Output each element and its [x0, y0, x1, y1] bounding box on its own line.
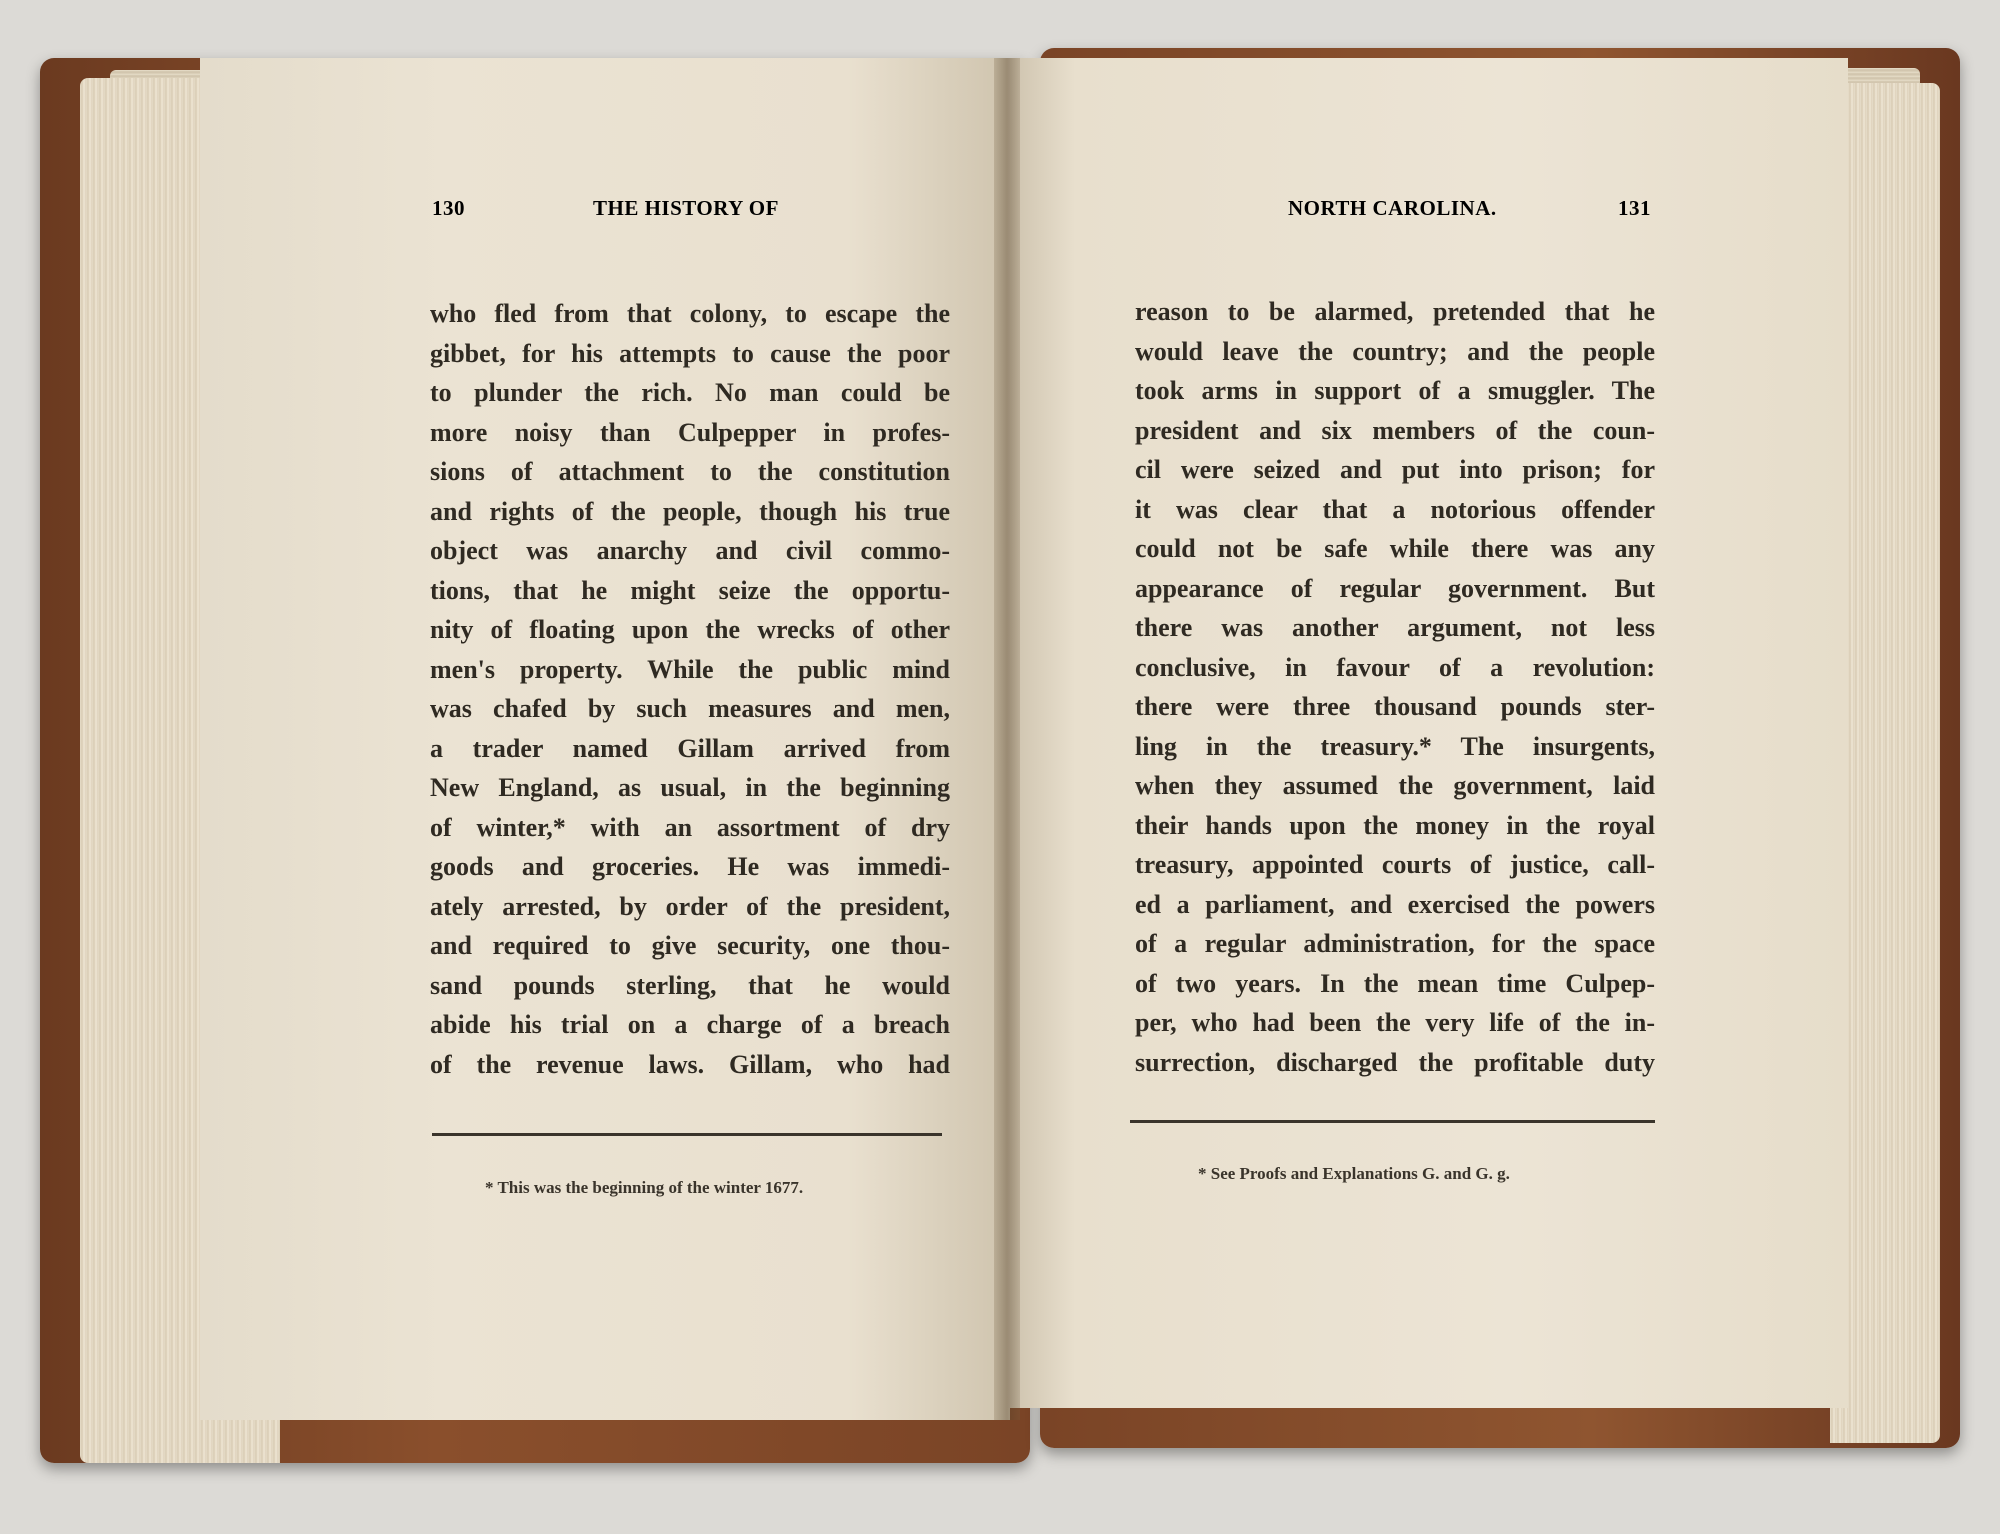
text-line: there was another argument, not less — [1135, 613, 1655, 642]
text-line: conclusive, in favour of a revolution: — [1135, 652, 1655, 682]
text-line: nity of floating upon the wrecks of other — [430, 615, 950, 644]
text-line: object was anarchy and civil commo- — [430, 536, 950, 565]
text-line: of a regular administration, for the space — [1135, 929, 1655, 958]
right-footnote-rule — [1130, 1120, 1655, 1123]
text-line: of the revenue laws. Gillam, who had — [430, 1049, 950, 1079]
text-line: their hands upon the money in the royal — [1135, 810, 1655, 840]
left-footnote-rule — [432, 1133, 942, 1136]
text-line: a trader named Gillam arrived from — [430, 733, 950, 763]
text-line: was chafed by such measures and men, — [430, 694, 950, 723]
text-line: who fled from that colony, to escape the — [430, 299, 950, 328]
left-page-body — [430, 294, 950, 1084]
text-line: reason to be alarmed, pretended that he — [1135, 297, 1655, 326]
text-line: treasury, appointed courts of justice, call- — [1135, 850, 1655, 879]
text-line: president and six members of the coun- — [1135, 415, 1655, 445]
text-line: to plunder the rich. No man could be — [430, 378, 950, 407]
left-running-head: THE HISTORY OF — [593, 196, 779, 220]
right-running-head: NORTH CAROLINA. — [1288, 196, 1497, 220]
book-gutter — [994, 58, 1020, 1420]
right-page-number: 131 — [1618, 196, 1651, 220]
text-line: tions, that he might seize the opportu- — [430, 575, 950, 605]
text-line: ed a parliament, and exercised the powers — [1135, 889, 1655, 919]
text-line: surrection, discharged the profitable duty — [1135, 1047, 1655, 1077]
text-line: New England, as usual, in the beginning — [430, 773, 950, 802]
text-line: cil were seized and put into prison; for — [1135, 455, 1655, 484]
right-footnote: * See Proofs and Explanations G. and G. g. — [1198, 1164, 1510, 1183]
text-line: it was clear that a notorious offender — [1135, 494, 1655, 524]
right-page-body — [1135, 292, 1655, 1082]
text-line: when they assumed the government, laid — [1135, 771, 1655, 800]
left-page-number: 130 — [432, 196, 465, 220]
left-footnote: * This was the beginning of the winter 1677. — [485, 1178, 804, 1197]
text-line: more noisy than Culpepper in profes- — [430, 417, 950, 447]
text-line: of two years. In the mean time Culpep- — [1135, 968, 1655, 998]
text-line: appearance of regular government. But — [1135, 573, 1655, 603]
text-line: goods and groceries. He was immedi- — [430, 852, 950, 881]
text-line: men's property. While the public mind — [430, 654, 950, 684]
text-line: sand pounds sterling, that he would — [430, 970, 950, 1000]
text-line: of winter,* with an assortment of dry — [430, 812, 950, 842]
text-line: per, who had been the very life of the in- — [1135, 1008, 1655, 1037]
text-line: there were three thousand pounds ster- — [1135, 692, 1655, 721]
text-line: ling in the treasury.* The insurgents, — [1135, 731, 1655, 761]
text-line: gibbet, for his attempts to cause the poor — [430, 338, 950, 368]
text-line: could not be safe while there was any — [1135, 534, 1655, 563]
text-line: sions of attachment to the constitution — [430, 457, 950, 486]
text-line: would leave the country; and the people — [1135, 336, 1655, 366]
text-line: and required to give security, one thou- — [430, 931, 950, 960]
text-line: took arms in support of a smuggler. The — [1135, 376, 1655, 405]
text-line: ately arrested, by order of the president, — [430, 891, 950, 921]
text-line: abide his trial on a charge of a breach — [430, 1010, 950, 1039]
text-line: and rights of the people, though his true — [430, 496, 950, 526]
